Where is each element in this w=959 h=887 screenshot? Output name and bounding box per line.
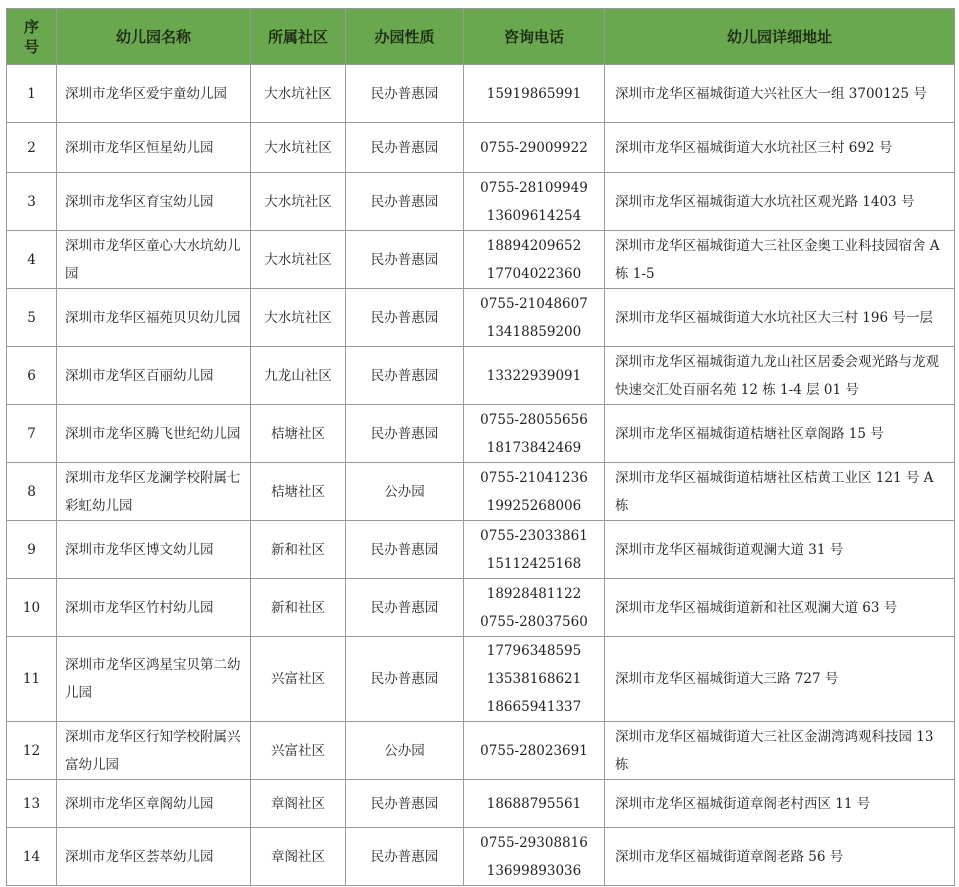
- address: 深圳市龙华区福城街道新和社区观澜大道 63 号: [605, 579, 955, 637]
- phone-number: 15919865991: [486, 85, 582, 102]
- table-row: [7, 579, 955, 637]
- community: 大水坑社区: [251, 123, 346, 173]
- community: 章阁社区: [251, 780, 346, 828]
- school-type: 民办普惠园: [346, 579, 464, 637]
- phone-cell: [464, 780, 605, 828]
- phone-number: 13538168621: [486, 671, 582, 687]
- table-row: [7, 463, 955, 521]
- community: 大水坑社区: [251, 65, 346, 123]
- table-row: [7, 637, 955, 722]
- address: 深圳市龙华区福城街道大三社区金奥工业科技园宿舍 A 栋 1-5: [605, 231, 955, 289]
- school-type: 民办普惠园: [346, 780, 464, 828]
- table-row: [7, 123, 955, 173]
- school-type: 民办普惠园: [346, 289, 464, 347]
- phone-number: 19925268006: [486, 497, 582, 514]
- phone-cell: [464, 405, 605, 463]
- address: 深圳市龙华区福城街道大三路 727 号: [605, 637, 955, 722]
- phone-cell: [464, 173, 605, 231]
- header-index: 序 号: [7, 9, 57, 65]
- kindergarten-name: 深圳市龙华区腾飞世纪幼儿园: [57, 405, 251, 463]
- school-type: 民办普惠园: [346, 521, 464, 579]
- school-type: 公办园: [346, 463, 464, 521]
- table-header: [7, 9, 955, 65]
- community: 新和社区: [251, 521, 346, 579]
- header-community: 所属社区: [251, 9, 346, 65]
- phone-cell: [464, 521, 605, 579]
- address: 深圳市龙华区福城街道大水坑社区观光路 1403 号: [605, 173, 955, 231]
- kindergarten-name: 深圳市龙华区福苑贝贝幼儿园: [57, 289, 251, 347]
- phone-number: 13418859200: [486, 323, 582, 340]
- phone-cell: [464, 722, 605, 780]
- school-type: 民办普惠园: [346, 828, 464, 886]
- community: 桔塘社区: [251, 405, 346, 463]
- phone-number: 0755-21048607: [480, 295, 588, 312]
- phone-number: 0755-29009922: [480, 139, 588, 156]
- row-index: 5: [7, 289, 57, 347]
- row-index: 12: [7, 722, 57, 780]
- phone-number: 0755-23033861: [480, 527, 588, 544]
- row-index: 7: [7, 405, 57, 463]
- kindergarten-name: 深圳市龙华区爱宇童幼儿园: [57, 65, 251, 123]
- phone-number: 18894209652: [486, 237, 582, 254]
- header-row: [7, 9, 955, 65]
- community: 兴富社区: [251, 722, 346, 780]
- school-type: 民办普惠园: [346, 637, 464, 722]
- table-row: [7, 780, 955, 828]
- community: 桔塘社区: [251, 463, 346, 521]
- address: 深圳市龙华区福城街道桔塘社区桔黄工业区 121 号 A 栋: [605, 463, 955, 521]
- phone-number: 0755-28023691: [480, 742, 588, 759]
- table-row: [7, 173, 955, 231]
- kindergarten-name: 深圳市龙华区龙澜学校附属七彩虹幼儿园: [57, 463, 251, 521]
- address: 深圳市龙华区福城街道观澜大道 31 号: [605, 521, 955, 579]
- row-index: 3: [7, 173, 57, 231]
- phone-number: 18665941337: [486, 699, 582, 715]
- kindergarten-name: 深圳市龙华区行知学校附属兴富幼儿园: [57, 722, 251, 780]
- phone-number: 15112425168: [486, 555, 582, 572]
- phone-cell: [464, 828, 605, 886]
- phone-cell: [464, 347, 605, 405]
- kindergarten-name: 深圳市龙华区鸿星宝贝第二幼儿园: [57, 637, 251, 722]
- table-row: [7, 828, 955, 886]
- school-type: 民办普惠园: [346, 405, 464, 463]
- row-index: 9: [7, 521, 57, 579]
- row-index: 8: [7, 463, 57, 521]
- community: 章阁社区: [251, 828, 346, 886]
- phone-number: 17704022360: [486, 265, 582, 282]
- kindergarten-name: 深圳市龙华区百丽幼儿园: [57, 347, 251, 405]
- community: 九龙山社区: [251, 347, 346, 405]
- header-phone: 咨询电话: [464, 9, 605, 65]
- community: 新和社区: [251, 579, 346, 637]
- phone-number: 13699893036: [486, 862, 582, 879]
- table-row: [7, 405, 955, 463]
- address: 深圳市龙华区福城街道大兴社区大一组 3700125 号: [605, 65, 955, 123]
- address: 深圳市龙华区福城街道章阁老路 56 号: [605, 828, 955, 886]
- community: 大水坑社区: [251, 173, 346, 231]
- phone-number: 13322939091: [486, 367, 582, 384]
- kindergarten-name: 深圳市龙华区博文幼儿园: [57, 521, 251, 579]
- community: 大水坑社区: [251, 231, 346, 289]
- row-index: 2: [7, 123, 57, 173]
- table-row: [7, 289, 955, 347]
- kindergarten-name: 深圳市龙华区童心大水坑幼儿园: [57, 231, 251, 289]
- community: 兴富社区: [251, 637, 346, 722]
- address: 深圳市龙华区福城街道大水坑社区大三村 196 号一层: [605, 289, 955, 347]
- phone-number: 18688795561: [486, 795, 582, 812]
- phone-cell: [464, 289, 605, 347]
- phone-cell: [464, 65, 605, 123]
- school-type: 民办普惠园: [346, 65, 464, 123]
- table-row: [7, 231, 955, 289]
- kindergarten-name: 深圳市龙华区荟萃幼儿园: [57, 828, 251, 886]
- phone-cell: [464, 463, 605, 521]
- row-index: 4: [7, 231, 57, 289]
- header-address: 幼儿园详细地址: [605, 9, 955, 65]
- phone-cell: [464, 637, 605, 722]
- school-type: 民办普惠园: [346, 123, 464, 173]
- row-index: 11: [7, 637, 57, 722]
- kindergarten-name: 深圳市龙华区章阁幼儿园: [57, 780, 251, 828]
- address: 深圳市龙华区福城街道章阁老村西区 11 号: [605, 780, 955, 828]
- phone-number: 18173842469: [486, 439, 582, 456]
- phone-number: 17796348595: [486, 643, 582, 659]
- school-type: 公办园: [346, 722, 464, 780]
- row-index: 14: [7, 828, 57, 886]
- row-index: 6: [7, 347, 57, 405]
- kindergarten-name: 深圳市龙华区恒星幼儿园: [57, 123, 251, 173]
- address: 深圳市龙华区福城街道大三社区金湖湾鸿观科技园 13 栋: [605, 722, 955, 780]
- school-type: 民办普惠园: [346, 173, 464, 231]
- phone-number: 0755-29308816: [480, 834, 588, 851]
- community: 大水坑社区: [251, 289, 346, 347]
- row-index: 1: [7, 65, 57, 123]
- phone-number: 0755-28037560: [480, 613, 588, 630]
- phone-cell: [464, 123, 605, 173]
- phone-number: 0755-28055656: [480, 411, 588, 428]
- header-type: 办园性质: [346, 9, 464, 65]
- table-body: [7, 65, 955, 886]
- phone-cell: [464, 231, 605, 289]
- school-type: 民办普惠园: [346, 231, 464, 289]
- table-row: [7, 347, 955, 405]
- row-index: 10: [7, 579, 57, 637]
- table-row: [7, 521, 955, 579]
- kindergarten-name: 深圳市龙华区竹村幼儿园: [57, 579, 251, 637]
- table-row: [7, 65, 955, 123]
- kindergarten-table: [6, 8, 955, 886]
- row-index: 13: [7, 780, 57, 828]
- phone-cell: [464, 579, 605, 637]
- header-name: 幼儿园名称: [57, 9, 251, 65]
- phone-number: 13609614254: [486, 207, 582, 224]
- kindergarten-name: 深圳市龙华区育宝幼儿园: [57, 173, 251, 231]
- address: 深圳市龙华区福城街道大水坑社区三村 692 号: [605, 123, 955, 173]
- phone-number: 0755-28109949: [480, 179, 588, 196]
- address: 深圳市龙华区福城街道桔塘社区章阁路 15 号: [605, 405, 955, 463]
- table-row: [7, 722, 955, 780]
- school-type: 民办普惠园: [346, 347, 464, 405]
- phone-number: 0755-21041236: [480, 469, 588, 486]
- address: 深圳市龙华区福城街道九龙山社区居委会观光路与龙观快速交汇处百丽名苑 12 栋 1-4 层 01 号: [605, 347, 955, 405]
- phone-number: 18928481122: [486, 585, 582, 602]
